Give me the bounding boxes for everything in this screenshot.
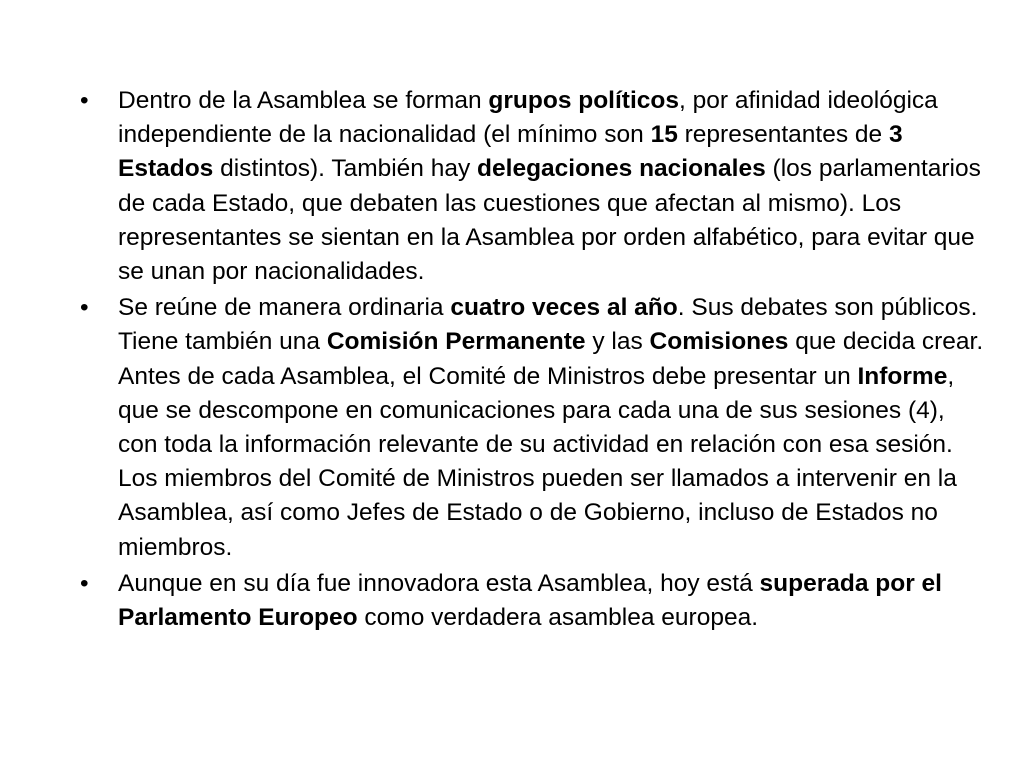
bold-text: Comisión Permanente	[326, 328, 586, 356]
bold-text: Informe	[857, 362, 948, 390]
text-run: . Sus debates son públicos. Tiene también una	[118, 294, 978, 356]
bullet-item	[80, 84, 985, 289]
bullet-dot-icon: •	[80, 569, 89, 597]
text-run: como verdadera asamblea europea.	[357, 604, 759, 632]
text-run: Dentro de la Asamblea se forman	[118, 87, 489, 114]
text-run: distintos). También hay	[213, 155, 478, 183]
bullet-item	[80, 291, 985, 565]
bullet-text	[118, 570, 942, 631]
text-run: Aunque en su día fue innovadora esta Asamblea, hoy está	[118, 569, 760, 597]
bold-text: superada por el Parlamento Europeo	[118, 569, 942, 632]
text-run: representantes de	[677, 121, 889, 149]
text-run: , por afinidad ideológica independiente de la nacionalidad (el mínimo son	[118, 87, 938, 149]
text-run: (los parlamentarios de cada Estado, que debaten las cuestiones que afectan al mismo). Los representantes se sientan en la Asamblea por orden alfabético, para evitar que se unan por nacionalidades.	[118, 155, 981, 286]
bullet-dot-icon: •	[80, 87, 89, 114]
bold-text: 15	[650, 121, 678, 149]
bold-text: cuatro veces al año	[450, 294, 678, 322]
bullet-text	[118, 87, 981, 285]
bullet-text	[118, 294, 983, 560]
bold-text: Comisiones	[649, 328, 789, 356]
bullet-item	[80, 567, 985, 635]
bold-text: delegaciones nacionales	[477, 155, 766, 183]
text-run: Se reúne de manera ordinaria	[118, 294, 451, 322]
text-run: que decida crear. Antes de cada Asamblea, el Comité de Ministros debe presentar un	[118, 328, 984, 390]
text-run: , que se descompone en comunicaciones para cada una de sus sesiones (4), con toda la información relevante de su actividad en relación con esa sesión. Los miembros del Comité de Ministros pueden ser llamados a intervenir en la Asamblea, así como Jefes de Estado o de Gobierno, incluso de Estados no miembros.	[118, 362, 957, 561]
bold-text: 3 Estados	[118, 121, 903, 183]
bullet-list	[80, 84, 985, 637]
text-run: y las	[585, 328, 650, 356]
bullet-dot-icon: •	[80, 294, 89, 322]
bold-text: grupos políticos	[488, 87, 679, 114]
